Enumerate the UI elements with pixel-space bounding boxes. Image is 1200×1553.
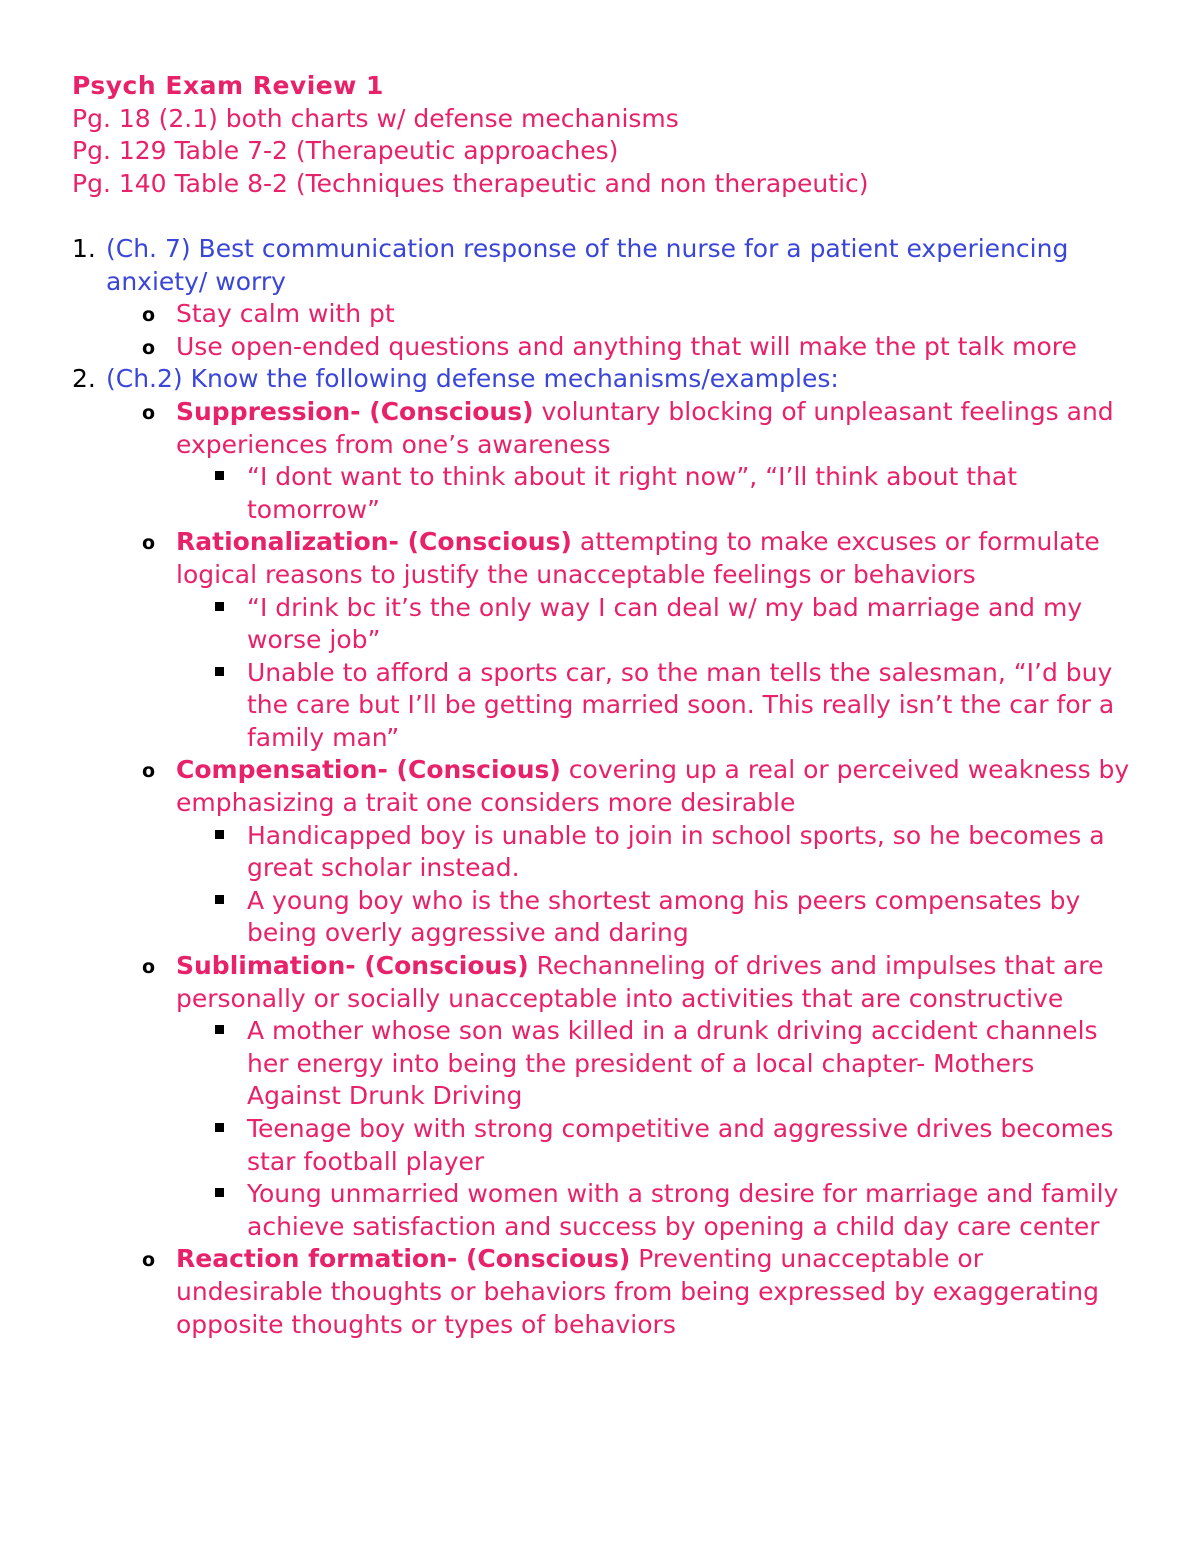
circle-bullet-icon: o bbox=[142, 401, 156, 424]
example-item bbox=[72, 1015, 1132, 1113]
sub-item-text bbox=[176, 754, 1132, 819]
sub-item bbox=[72, 950, 1132, 1243]
sub-item-text bbox=[176, 526, 1132, 591]
sub-item bbox=[72, 754, 1132, 950]
sub-item bbox=[72, 1243, 1132, 1341]
item-heading: (Ch. 7) Best communication response of the nurse for a patient experiencing anxiety/ worry bbox=[106, 233, 1069, 296]
sub-item bbox=[72, 331, 1132, 364]
document-header bbox=[72, 70, 1132, 200]
page-title: Psych Exam Review 1 bbox=[72, 71, 384, 100]
sub-item-text bbox=[176, 1243, 1132, 1341]
example-text: A mother whose son was killed in a drunk driving accident channels her energy into being the president of a local chapter- Mothers Against Drunk Driving bbox=[247, 1016, 1098, 1111]
item-number: 1. bbox=[72, 233, 96, 263]
sub-item bbox=[72, 526, 1132, 754]
definition-text: Stay calm with pt bbox=[176, 299, 395, 329]
defense-mechanism-term: Sublimation- (Conscious) bbox=[176, 951, 529, 981]
sub-item-text bbox=[176, 950, 1132, 1015]
example-item bbox=[72, 461, 1132, 526]
square-bullet-icon bbox=[215, 830, 224, 839]
square-bullet-icon bbox=[215, 895, 224, 904]
defense-mechanism-term: Compensation- (Conscious) bbox=[176, 755, 561, 785]
square-bullet-icon bbox=[215, 667, 224, 676]
example-item bbox=[72, 885, 1132, 950]
sub-item-text bbox=[176, 396, 1132, 461]
sub-item-text bbox=[176, 298, 1132, 331]
defense-mechanism-term: Suppression- (Conscious) bbox=[176, 396, 534, 426]
defense-mechanism-term: Rationalization- (Conscious) bbox=[176, 527, 572, 557]
item-heading: (Ch.2) Know the following defense mechanisms/examples: bbox=[106, 364, 839, 394]
example-text: Young unmarried women with a strong desire for marriage and family achieve satisfaction and success by opening a child day care center bbox=[247, 1179, 1119, 1241]
example-item bbox=[72, 657, 1132, 755]
square-bullet-icon bbox=[215, 602, 224, 611]
square-bullet-icon bbox=[215, 1025, 224, 1034]
circle-bullet-icon: o bbox=[142, 304, 156, 327]
definition-text: Use open-ended questions and anything that will make the pt talk more bbox=[176, 331, 1077, 361]
definition-text: Preventing unacceptable or undesirable thoughts or behaviors from being expressed by exaggerating opposite thoughts or types of behaviors bbox=[176, 1244, 1099, 1339]
circle-bullet-icon: o bbox=[142, 760, 156, 783]
example-text: Teenage boy with strong competitive and aggressive drives becomes star football player bbox=[247, 1114, 1114, 1176]
circle-bullet-icon: o bbox=[142, 956, 156, 979]
example-item bbox=[72, 592, 1132, 657]
example-text: “I drink bc it’s the only way I can deal w/ my bad marriage and my worse job” bbox=[247, 592, 1083, 655]
spacer bbox=[72, 200, 1132, 233]
example-text: Unable to afford a sports car, so the man tells the salesman, “I’d buy the care but I’ll be getting married soon. This really isn’t the car for a family man” bbox=[247, 657, 1115, 752]
example-item bbox=[72, 1113, 1132, 1178]
square-bullet-icon bbox=[215, 1188, 224, 1197]
reference-line: Pg. 129 Table 7-2 (Therapeutic approaches) bbox=[72, 136, 619, 166]
example-item bbox=[72, 820, 1132, 885]
reference-line: Pg. 18 (2.1) both charts w/ defense mechanisms bbox=[72, 103, 679, 133]
example-text: A young boy who is the shortest among his peers compensates by being overly aggressive and daring bbox=[247, 885, 1081, 948]
defense-mechanism-term: Reaction formation- (Conscious) bbox=[176, 1244, 631, 1274]
sub-item-text bbox=[176, 331, 1132, 364]
example-item bbox=[72, 1178, 1132, 1243]
definition-text: Rechanneling of drives and impulses that are personally or socially unacceptable into activities that are constructive bbox=[176, 951, 1104, 1013]
example-text: Handicapped boy is unable to join in school sports, so he becomes a great scholar instead. bbox=[247, 820, 1105, 883]
circle-bullet-icon: o bbox=[142, 336, 156, 359]
sub-item bbox=[72, 396, 1132, 526]
example-text: “I dont want to think about it right now”, “I’ll think about that tomorrow” bbox=[247, 462, 1018, 524]
circle-bullet-icon: o bbox=[142, 532, 156, 555]
numbered-list bbox=[72, 233, 1132, 1341]
square-bullet-icon bbox=[215, 471, 224, 480]
definition-text: covering up a real or perceived weakness by emphasizing a trait one considers more desirable bbox=[176, 755, 1130, 818]
list-item bbox=[72, 233, 1132, 363]
reference-line: Pg. 140 Table 8-2 (Techniques therapeutic and non therapeutic) bbox=[72, 168, 869, 198]
sub-item bbox=[72, 298, 1132, 331]
item-number: 2. bbox=[72, 364, 96, 394]
definition-text: attempting to make excuses or formulate logical reasons to justify the unacceptable feelings or behaviors bbox=[176, 527, 1100, 589]
square-bullet-icon bbox=[215, 1123, 224, 1132]
circle-bullet-icon: o bbox=[142, 1249, 156, 1272]
document-page bbox=[72, 70, 1132, 1341]
list-item bbox=[72, 363, 1132, 1341]
definition-text: voluntary blocking of unpleasant feelings and experiences from one’s awareness bbox=[176, 396, 1114, 459]
